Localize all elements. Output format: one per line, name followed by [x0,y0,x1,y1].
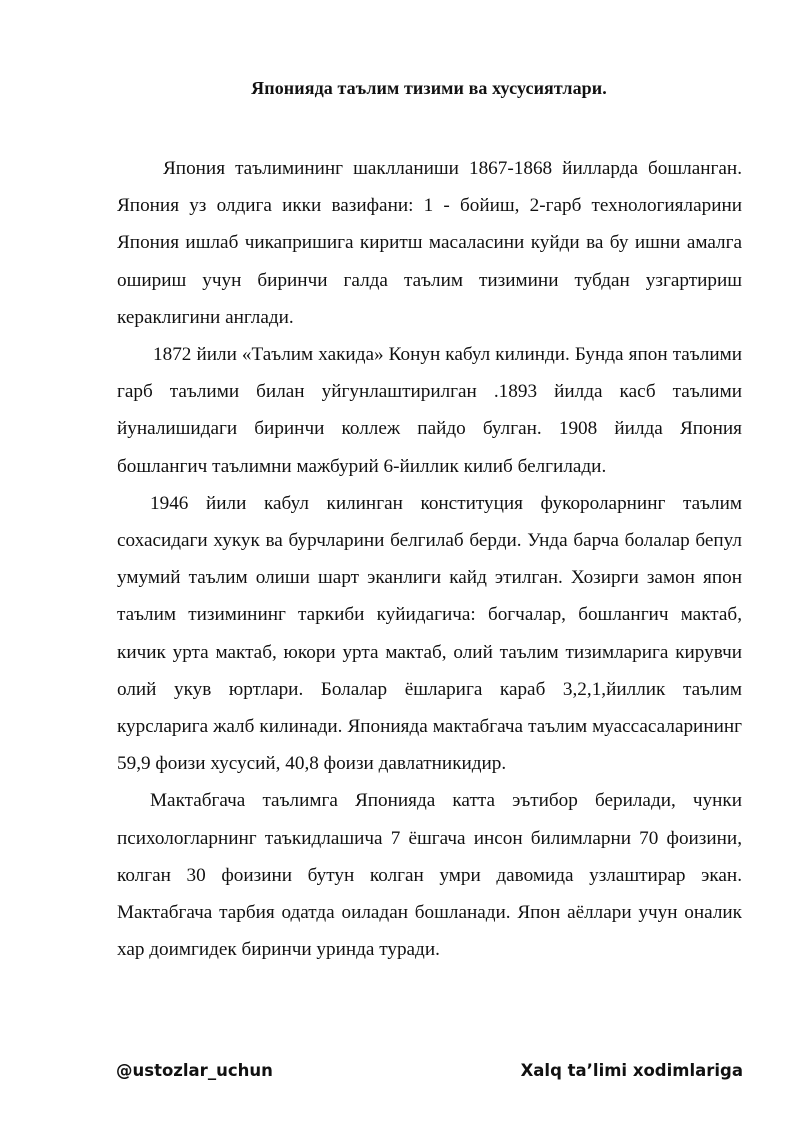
paragraph-4: Мактабгача таълимга Японияда катта эътибор берилади, чунки психологларнинг таъкидлашича 7 ёшгача инсон билимларни 70 фоизини, колган 30 фоизини бутун колган умри давомида узлаштирар экан. Мактабгача тарбия одатда оиладан бошланади. Япон аёллари учун оналик хар доимгидек биринчи уринда туради. [117,790,742,961]
footer-audience-label: Xalq ta’limi xodimlariga [520,1061,743,1080]
document-title: Японияда таълим тизими ва хусусиятлари. [251,78,607,98]
paragraph-3: 1946 йили кабул килинган конституция фукороларнинг таълим сохасидаги хукук ва бурчларини белгилаб берди. Унда барча болалар бепул умумий таълим олиши шарт эканлиги кайд этилган. Хозирги замон япон таълим тизимининг таркиби куйидагича: богчалар, бошлангич мактаб, кичик урта мактаб, юкори урта мактаб, олий таълим тизимларига кирувчи олий укув юртлари. Болалар ёшларига караб 3,2,1,йиллик таълим курсларига жалб килинади. Японияда мактабгача таълим муассасаларининг 59,9 фоизи хусусий, 40,8 фоизи давлатникидир. [117,492,742,775]
page-footer [116,1058,743,1084]
paragraph-1: Япония таълимининг шаклланиши 1867-1868 йилларда бошланган. Япония уз олдига икки вазифани: 1 - бойиш, 2-гарб технологияларини Япония ишлаб чикапришига киритш масаласини куйди ва бу ишни амалга ошириш учун биринчи галда таълим тизимини тубдан узгартириш кераклигини англади. [117,158,742,328]
document-body [117,150,742,968]
paragraph-2: 1872 йили «Таълим хакида» Конун кабул килинди. Бунда япон таълими гарб таълими билан уйгунлаштирилган .1893 йилда касб таълими йуналишидаги биринчи коллеж пайдо булган. 1908 йилда Япония бошлангич таълимни мажбурий 6-йиллик килиб белгилади. [117,344,742,477]
footer-channel-handle: @ustozlar_uchun [116,1061,273,1080]
